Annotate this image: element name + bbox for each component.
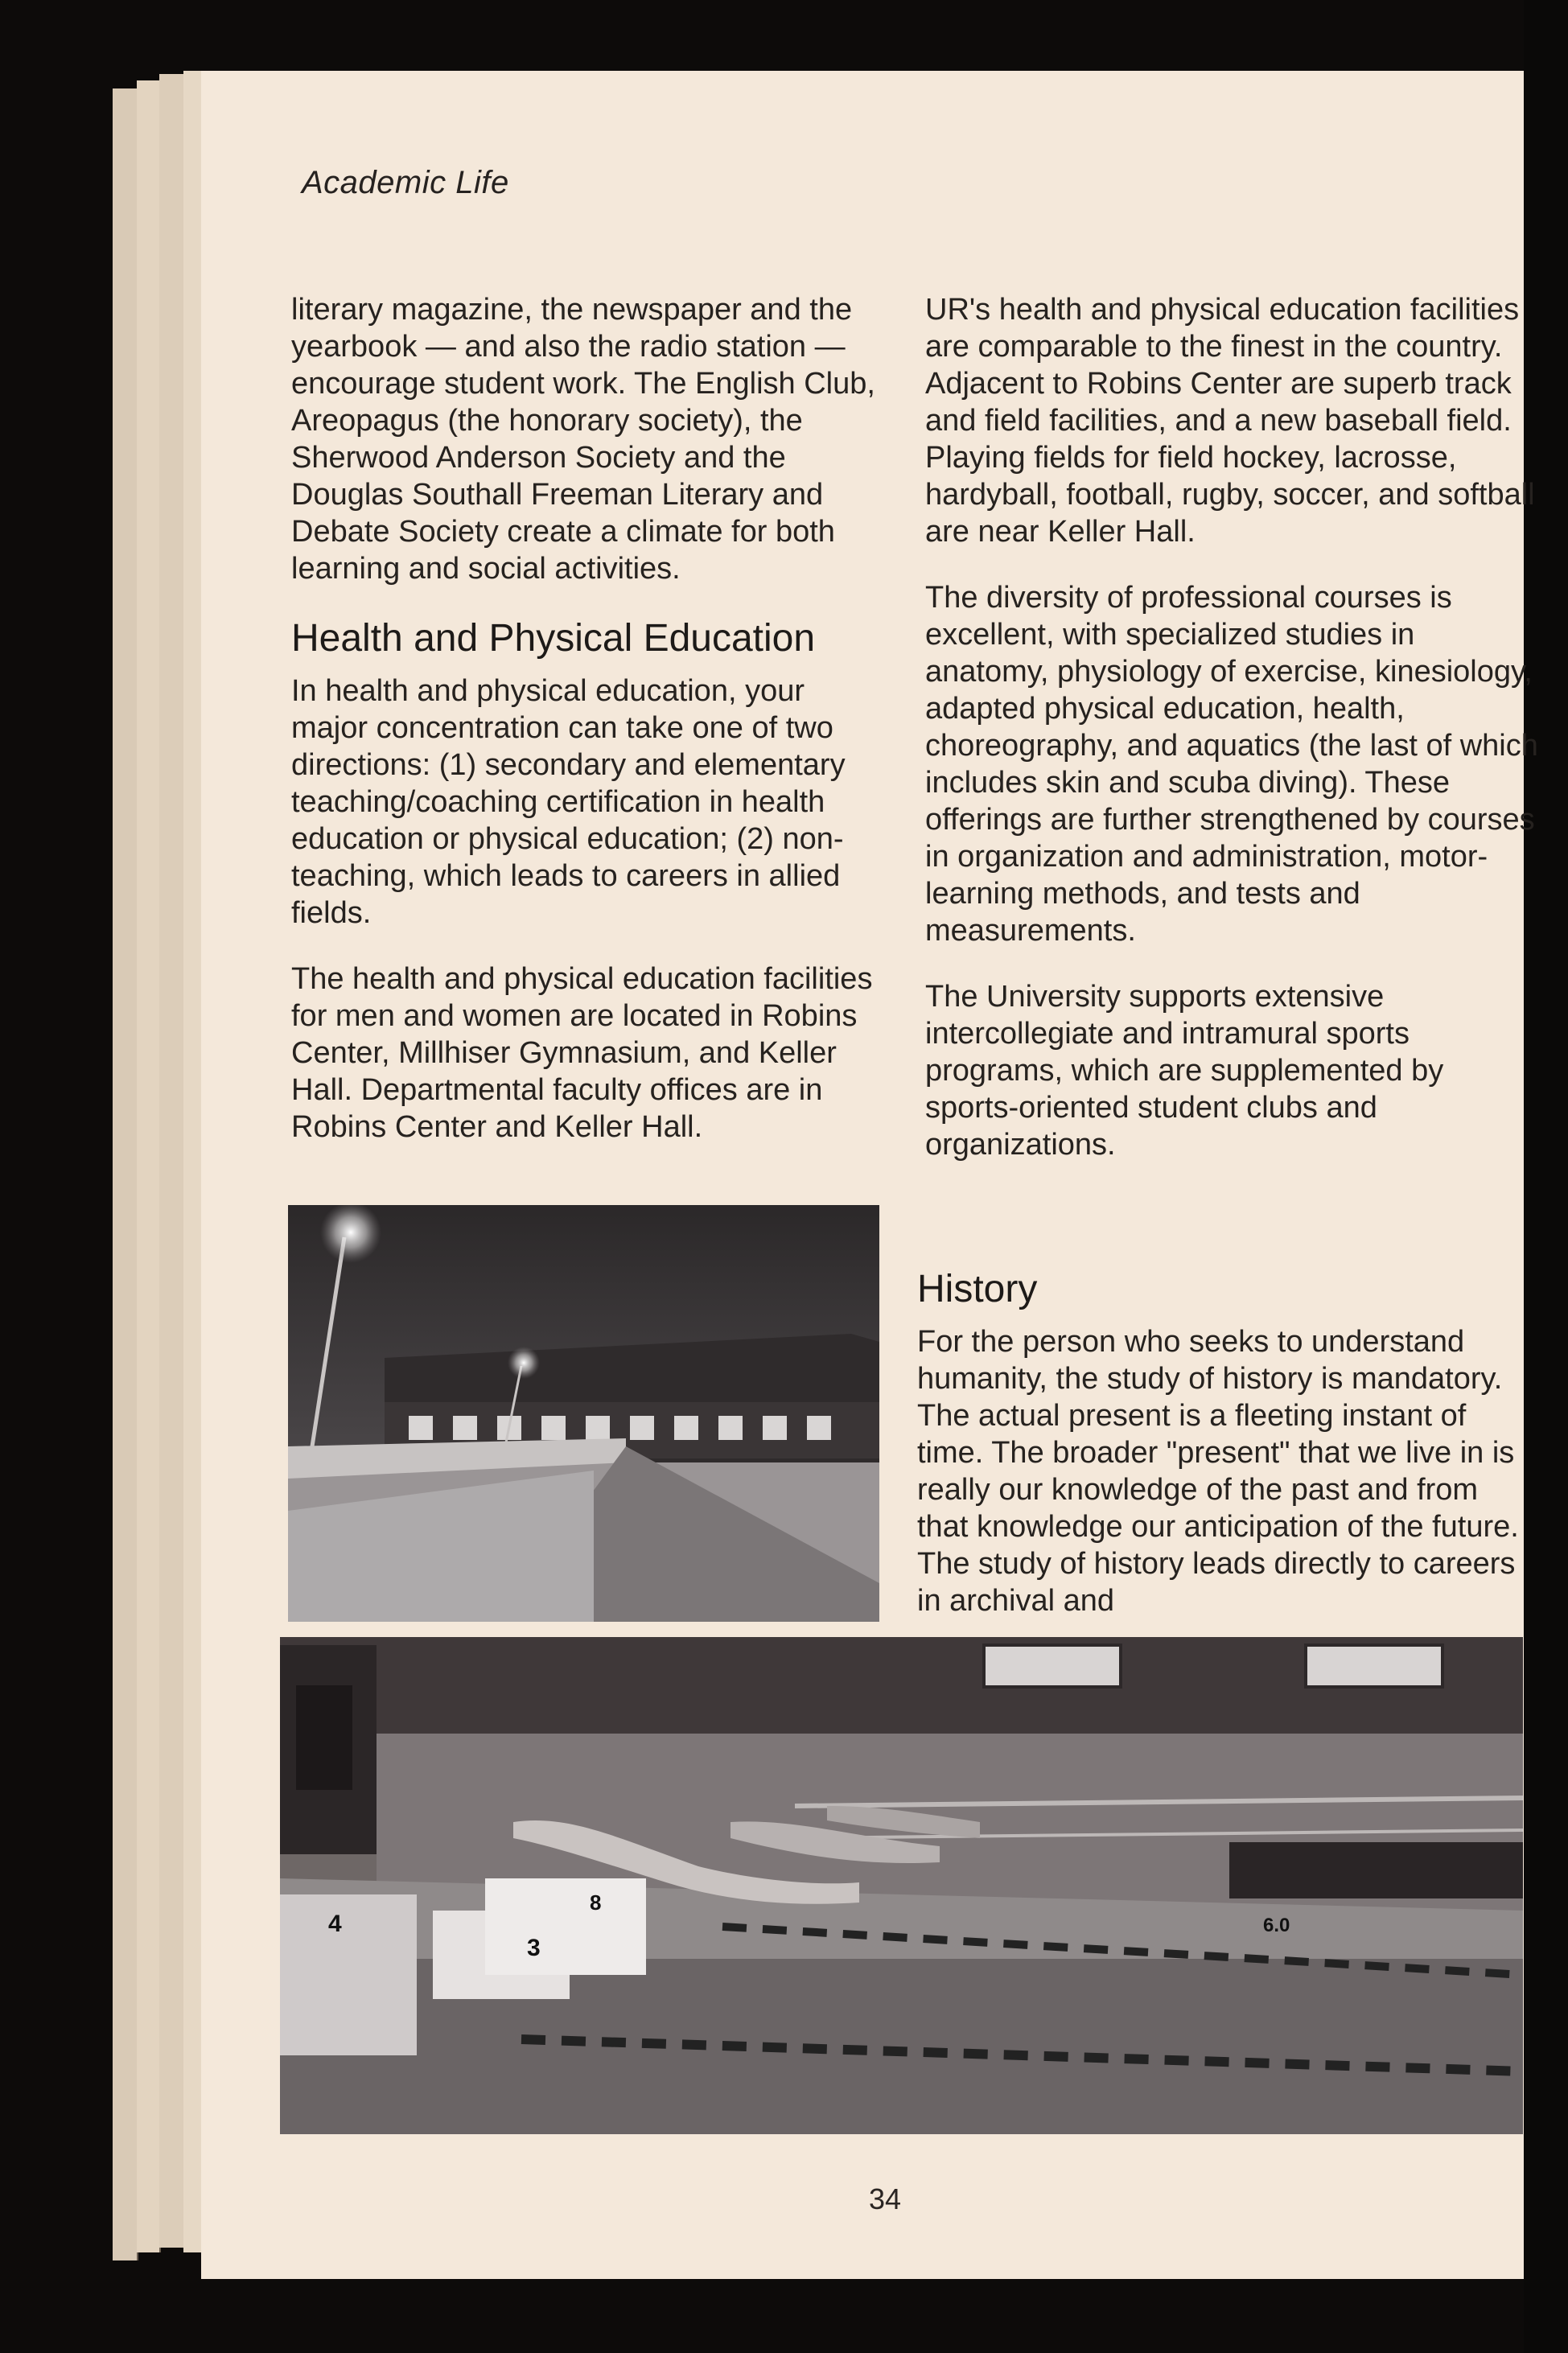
paragraph: The diversity of professional courses is excellent, with specialized studies in anatomy, physiology of exercise, kinesiology, adapted physical education, health, choreography, and aquatics (the last of which includes skin and scuba diving). These offerings are further strengthened by courses in organization and administration, motor-learning methods, and tests and measurements. bbox=[925, 581, 1538, 948]
photo-robins-center bbox=[288, 1205, 879, 1622]
photo-swimmers bbox=[280, 1637, 1523, 2134]
page-leaf bbox=[113, 88, 138, 2260]
page-leaf bbox=[137, 80, 161, 2252]
starting-block-label: 8 bbox=[590, 1890, 602, 1915]
right-column bbox=[925, 291, 1538, 1192]
paragraph: The health and physical education facilities for men and women are located in Robins Center, Millhiser Gymnasium, and Keller Hall. Departmental faculty offices are in Robins Center and Keller Hall. bbox=[291, 962, 873, 1144]
page-number: 34 bbox=[869, 2182, 902, 2215]
paragraph: UR's health and physical education facilities are comparable to the finest in the country. Adjacent to Robins Center are superb track and field facilities, and a new baseball field. Playing fields for field hockey, lacrosse, hardyball, football, rugby, soccer, and softball are near Keller Hall. bbox=[925, 293, 1535, 549]
lane-depth-marker: 6.0 bbox=[1263, 1915, 1290, 1936]
left-column bbox=[291, 291, 887, 1174]
paragraph: literary magazine, the newspaper and the yearbook — and also the radio station — encourage student work. The English Club, Areopagus (the honorary society), the Sherwood Anderson Society and the Douglas Southall Freeman Literary and Debate Society create a climate for both learning and social activities. bbox=[291, 293, 875, 586]
section-heading-health: Health and Physical Education bbox=[291, 617, 816, 660]
running-head: Academic Life bbox=[302, 165, 509, 200]
page-leaf bbox=[159, 74, 185, 2248]
paragraph: The University supports extensive intercollegiate and intramural sports programs, which are supplemented by sports-oriented student clubs and organizations. bbox=[925, 980, 1444, 1162]
paragraph: For the person who seeks to understand humanity, the study of history is mandatory. The actual present is a fleeting instant of time. The broader "present" that we live in is really our knowledge of the past and from that knowledge our anticipation of the future. The study of history leads directly to careers in archival and bbox=[917, 1325, 1519, 1618]
starting-block-label: 3 bbox=[527, 1935, 541, 1961]
history-section bbox=[917, 1267, 1529, 1619]
page-edges bbox=[113, 80, 209, 2252]
starting-block-label: 4 bbox=[328, 1911, 342, 1937]
section-heading-history: History bbox=[917, 1268, 1038, 1310]
paragraph: In health and physical education, your major concentration can take one of two directions: (1) secondary and elementary teaching/coaching certification in health education or physical education; (2) non-teaching, which leads to careers in allied fields. bbox=[291, 674, 846, 930]
